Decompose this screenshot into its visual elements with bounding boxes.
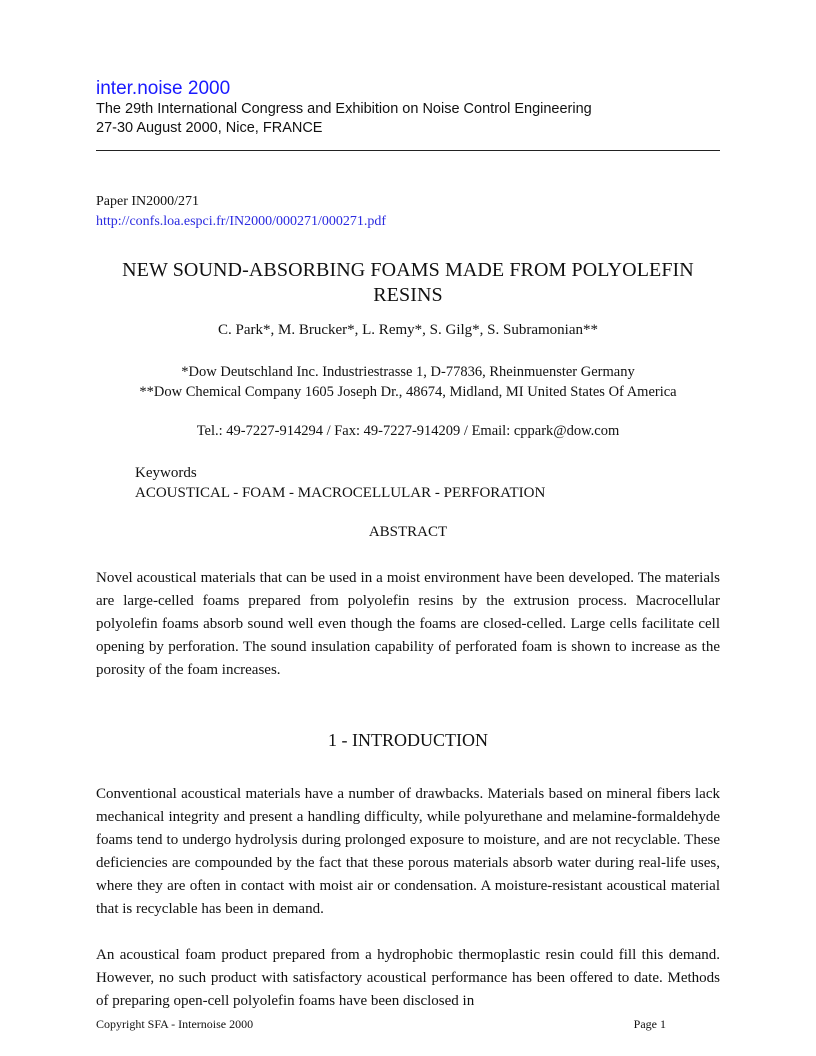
conference-name: inter.noise 2000	[96, 78, 231, 99]
author-list: C. Park*, M. Brucker*, L. Remy*, S. Gilg*, S. Subramonian**	[218, 322, 598, 338]
header-divider	[96, 150, 720, 151]
paper-url-link[interactable]: http://confs.loa.espci.fr/IN2000/000271/000271.pdf	[96, 214, 387, 229]
introduction-paragraph-1: Conventional acoustical materials have a number of drawbacks. Materials based on mineral fibers lack mechanical integrity and present a handling difficulty, while polyurethane and melamine-formaldehyde foams tend to undergo hydrolysis during prolonged exposure to moisture, and are not recyclable. These deficiencies are compounded by the fact that these porous materials absorb water during real-life uses, where they are often in contact with moist air or condensation. A moisture-resistant acoustical material that is recyclable has been in demand.	[96, 786, 720, 917]
footer-page-number: Page 1	[633, 1017, 666, 1031]
congress-line: The 29th International Congress and Exhibition on Noise Control Engineering	[96, 101, 592, 117]
keywords-label: Keywords	[135, 465, 197, 481]
abstract-body: Novel acoustical materials that can be used in a moist environment have been developed. The materials are large-celled foams prepared from polyolefin resins by the extrusion process. Macrocellular polyolefin foams absorb sound well even though the foams are closed-celled. Large cells facilitate cell opening by perforation. The sound insulation capability of perforated foam is shown to increase as the porosity of the foam increases.	[96, 570, 720, 678]
contact-info: Tel.: 49-7227-914294 / Fax: 49-7227-914209 / Email: cppark@dow.com	[196, 423, 620, 439]
conference-header	[96, 78, 720, 138]
affiliation-second: **Dow Chemical Company 1605 Joseph Dr., 48674, Midland, MI United States Of America	[139, 384, 677, 400]
paper-title-text: NEW SOUND-ABSORBING FOAMS MADE FROM POLYOLEFIN RESINS	[122, 259, 694, 306]
footer-copyright: Copyright SFA - Internoise 2000	[96, 1017, 254, 1031]
introduction-heading: 1 - INTRODUCTION	[328, 730, 488, 750]
paper-id: Paper IN2000/271	[96, 194, 200, 209]
introduction-paragraph-2: An acoustical foam product prepared from a hydrophobic thermoplastic resin could fill this demand. However, no such product with satisfactory acoustical performance has been offered to date. Methods of preparing open-cell polyolefin foams have been disclosed in	[96, 947, 720, 1009]
keywords-text: ACOUSTICAL - FOAM - MACROCELLULAR - PERFORATION	[135, 485, 546, 501]
paper-title	[96, 258, 720, 308]
date-place-line: 27-30 August 2000, Nice, FRANCE	[96, 120, 323, 136]
abstract-heading: ABSTRACT	[368, 524, 448, 540]
affiliation-first: *Dow Deutschland Inc. Industriestrasse 1, D-77836, Rheinmuenster Germany	[181, 364, 635, 380]
